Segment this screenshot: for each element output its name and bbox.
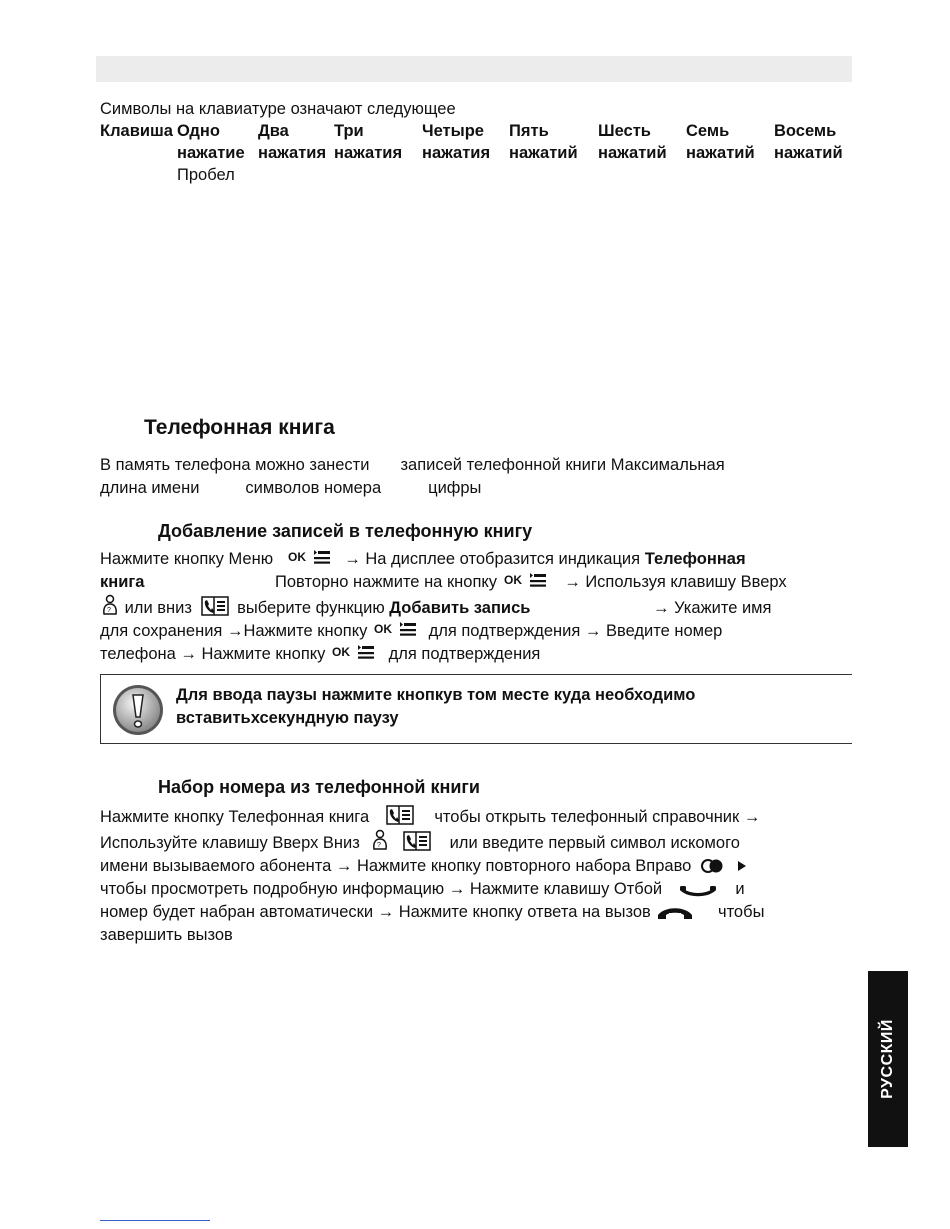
- note-line2-b: хсекундную паузу: [250, 709, 399, 727]
- space-cell: Пробел: [177, 166, 235, 184]
- svg-text:OK: OK: [332, 645, 351, 659]
- col-key: Клавиша: [100, 122, 173, 140]
- ok-menu-icon: [374, 621, 422, 639]
- col-four: Четыре нажатия: [422, 122, 491, 162]
- col-six: Шесть нажатий: [598, 122, 667, 162]
- footer-line: [100, 1220, 210, 1221]
- ok-menu-icon: [504, 572, 552, 590]
- col-five: Пять нажатий: [509, 122, 578, 162]
- language-tab: РУССКИЙ: [868, 971, 908, 1147]
- phonebook-desc: В память телефона можно занести записей телефонной книги Максимальная длина имени символов номера цифры: [100, 456, 725, 497]
- answer-call-icon: [655, 906, 695, 920]
- svg-text:OK: OK: [287, 550, 306, 564]
- ok-menu-icon: [332, 644, 380, 662]
- redial-right-icon: [700, 858, 746, 874]
- phonebook-icon: [403, 831, 431, 851]
- col-two: Два нажатия: [258, 122, 327, 162]
- warning-icon: [111, 683, 165, 742]
- col-three: Три нажатия: [334, 122, 403, 162]
- col-one: Одно нажатие: [177, 122, 245, 162]
- ok-menu-icon: [288, 549, 336, 567]
- note-line1-b: в том месте куда необходимо: [452, 686, 696, 704]
- hangup-icon: [679, 883, 717, 897]
- col-eight: Восемь нажатий: [774, 122, 843, 162]
- add-entry-title: Добавление записей в телефонную книгу: [158, 521, 533, 541]
- svg-text:OK: OK: [503, 573, 522, 587]
- intro-text: Символы на клавиатуре означают следующее: [100, 100, 456, 118]
- phonebook-title: Телефонная книга: [144, 416, 335, 439]
- note-box: [100, 674, 852, 744]
- header-bar: [96, 56, 852, 82]
- note-line1-a: Для ввода паузы нажмите кнопку: [176, 686, 453, 704]
- dial-title: Набор номера из телефонной книги: [158, 777, 480, 797]
- svg-text:OK: OK: [373, 622, 392, 636]
- note-line2-a: вставить: [176, 709, 251, 727]
- dial-text: Нажмите кнопку Телефонная книга чтобы открыть телефонный справочник → Используйте клавишу Вверх Вниз ? или введите первый символ искомого имени вызываемого абонента → Нажмите кнопку повторного набора Вправо чтобы просмотреть подробную информацию → Нажмите клавишу Отбой и номер будет набран автоматически → Нажмите кнопку ответа на вызов чтобы завершить вызов: [100, 805, 764, 947]
- phonebook-icon: [386, 805, 414, 825]
- add-entry-text: Нажмите кнопку Меню OK → На дисплее отобразится индикация Телефонная книга Повторно нажмите на кнопку OK → Используя клавишу Вверх ? или вниз выберите функцию Добавить запись → Укажите имя для сохранения →Нажмите кнопку OK для подтверждения → Введите номер телефона → Нажмите кнопку OK для подтверждения: [100, 550, 787, 663]
- up-key-icon: [100, 594, 120, 616]
- svg-text:?: ?: [107, 607, 111, 614]
- svg-text:?: ?: [377, 842, 382, 849]
- up-key-icon: [370, 829, 390, 851]
- col-seven: Семь нажатий: [686, 122, 755, 162]
- phonebook-icon: [201, 596, 229, 616]
